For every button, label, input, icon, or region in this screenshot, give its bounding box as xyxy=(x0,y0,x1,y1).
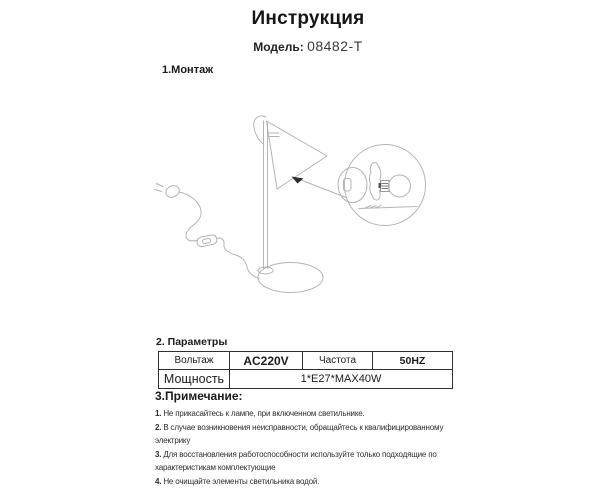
lamp-pole xyxy=(254,116,268,269)
table-row xyxy=(159,370,453,389)
model-label: Модель: xyxy=(253,40,304,54)
note-text: В случае возникновения неисправности, обращайтесь к квалифицированному xyxy=(163,422,444,432)
param-power-label: Мощность xyxy=(159,370,230,389)
note-line xyxy=(155,434,485,447)
lamp-base xyxy=(258,263,323,293)
socket-contact xyxy=(379,183,382,188)
ground-line xyxy=(359,206,417,209)
note-line xyxy=(155,448,485,461)
note-text: электрику xyxy=(155,436,191,446)
note-number: 4. xyxy=(155,476,162,486)
power-cord xyxy=(179,192,259,279)
param-voltage-value: AC220V xyxy=(230,352,303,370)
note-text: Не очищайте элементы светильника водой. xyxy=(163,476,320,486)
note-number: 3. xyxy=(155,449,162,459)
page-title: Инструкция xyxy=(251,8,365,29)
section-notes-heading: 3.Примечание: xyxy=(155,389,243,403)
note-item-3 xyxy=(155,448,485,475)
note-line xyxy=(155,461,485,474)
table-row xyxy=(159,352,453,370)
model-value: 08482-T xyxy=(307,38,363,54)
parameters-table xyxy=(158,351,453,389)
param-power-value: 1*E27*MAX40W xyxy=(230,370,453,389)
note-text: характеристикам комплектующие xyxy=(155,463,276,473)
note-text: Для восстановления работоспособности используйте только подходящие по xyxy=(163,449,437,459)
detail-circle xyxy=(345,145,426,226)
note-item-4 xyxy=(155,475,485,488)
param-frequency-value: 50HZ xyxy=(373,352,453,370)
param-frequency-label: Частота xyxy=(303,352,373,370)
power-plug xyxy=(155,183,182,199)
section-montage-heading: 1.Монтаж xyxy=(162,64,214,76)
note-item-2 xyxy=(155,421,485,448)
note-line xyxy=(155,421,485,434)
section-params-heading: 2. Параметры xyxy=(156,336,228,348)
note-line xyxy=(155,475,485,488)
notes-list xyxy=(155,407,485,489)
param-voltage-label: Вольтаж xyxy=(159,352,230,370)
socket-threads xyxy=(382,184,389,189)
inline-switch xyxy=(196,234,218,247)
note-item-1 xyxy=(155,407,485,420)
note-text: Не прикасайтесь к лампе, при включенном светильнике. xyxy=(163,409,365,418)
note-line xyxy=(155,407,485,420)
note-number: 2. xyxy=(155,422,162,432)
note-number: 1. xyxy=(155,409,162,418)
